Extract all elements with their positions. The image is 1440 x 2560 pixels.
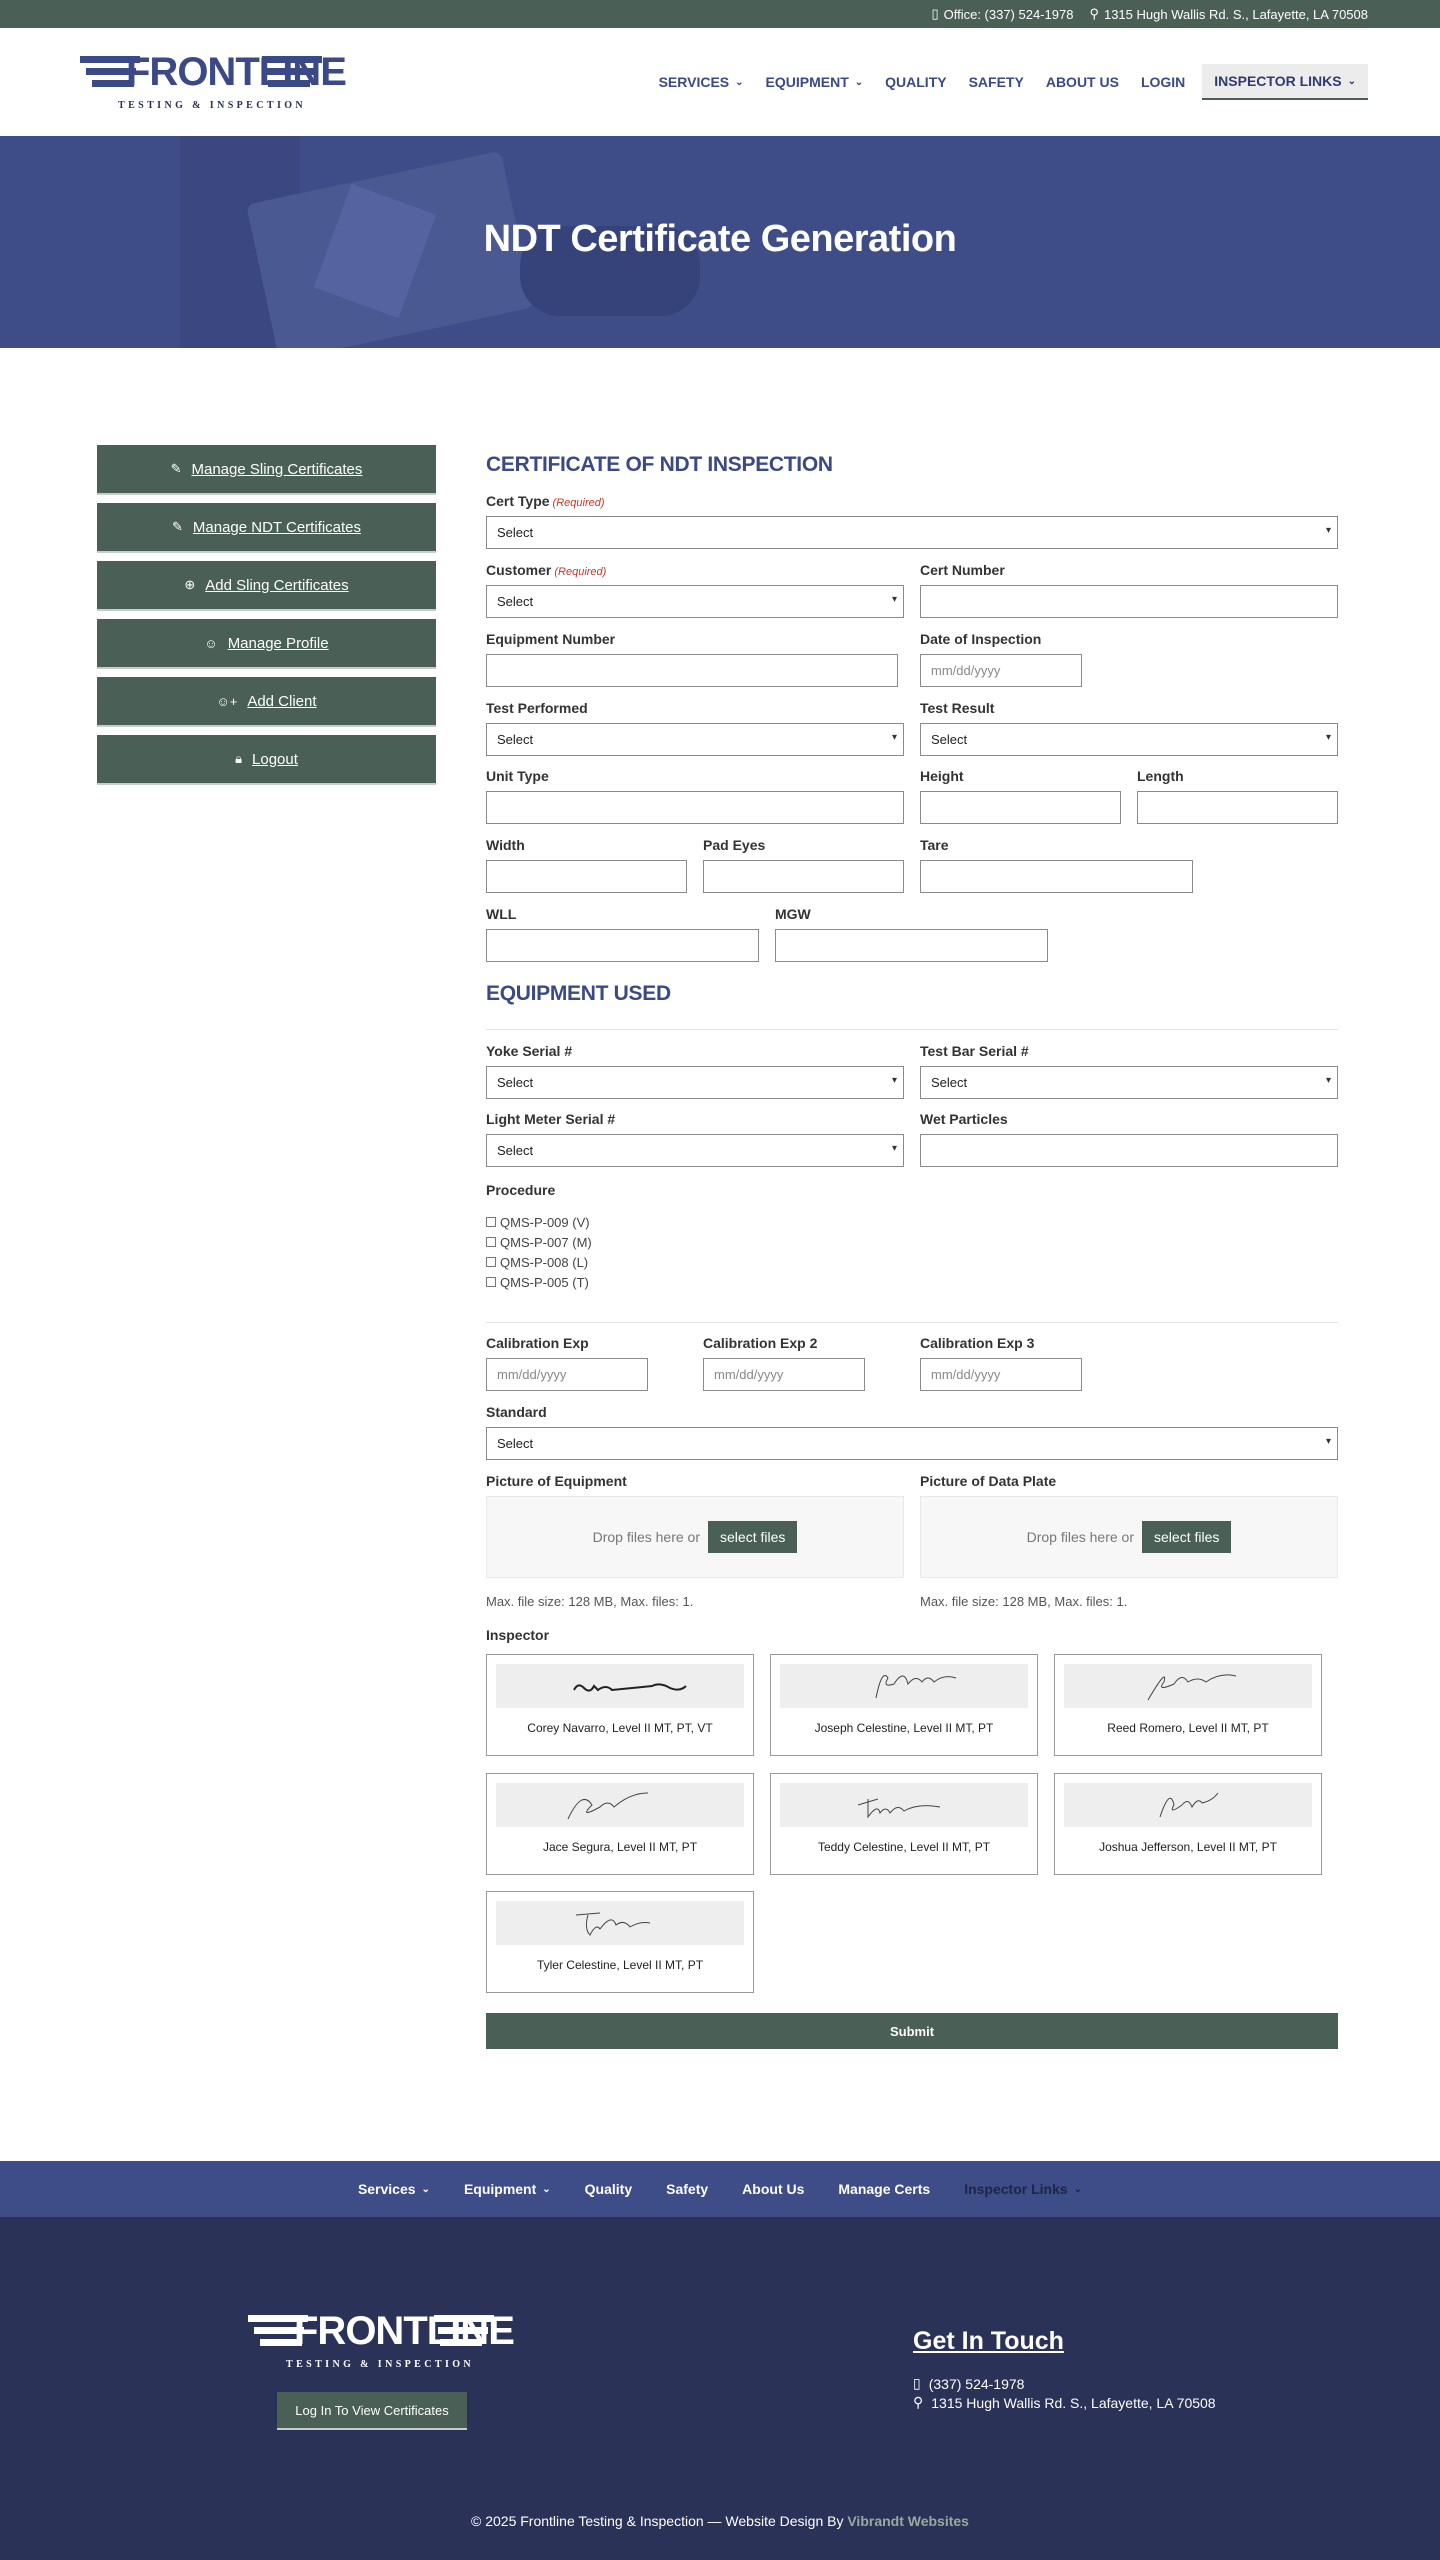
manage-sling-certificates-button[interactable]: ✎ Manage Sling Certificates <box>97 445 436 495</box>
inspector-sidebar <box>97 445 436 793</box>
footer-address: ⚲ 1315 Hugh Wallis Rd. S., Lafayette, LA 70508 <box>913 2394 1216 2411</box>
login-to-view-certificates-button[interactable]: Log In To View Certificates <box>277 2392 467 2430</box>
inspector-option[interactable]: Tyler Celestine, Level II MT, PT <box>486 1891 754 1993</box>
picture-of-equipment-field: Picture of Equipment Drop files here or select files Max. file size: 128 MB, Max. files: 1. <box>486 1473 904 1609</box>
picture-of-data-plate-field: Picture of Data Plate Drop files here or select files Max. file size: 128 MB, Max. files: 1. <box>920 1473 1338 1609</box>
inspector-option[interactable]: Corey Navarro, Level II MT, PT, VT <box>486 1654 754 1756</box>
page-title: NDT Certificate Generation <box>483 218 957 260</box>
wll-input[interactable] <box>486 929 759 962</box>
cert-number-field: Cert Number <box>920 562 1338 618</box>
chevron-down-icon: ⌄ <box>1347 75 1356 87</box>
footer-nav-services[interactable]: Services ⌄ <box>357 2181 430 2197</box>
data-plate-dropzone[interactable]: Drop files here or select files <box>920 1496 1338 1578</box>
add-client-button[interactable]: ☺+ Add Client <box>97 677 436 727</box>
edit-icon: ✎ <box>170 461 182 476</box>
nav-about[interactable]: ABOUT US <box>1045 74 1119 90</box>
equipment-number-field: Equipment Number <box>486 631 898 687</box>
standard-field: Standard Select ▾ <box>486 1404 1338 1460</box>
site-header <box>0 28 1440 136</box>
footer-nav-safety[interactable]: Safety <box>666 2181 709 2197</box>
equipment-number-input[interactable] <box>486 654 898 687</box>
location-pin-icon: ⚲ <box>913 2394 924 2410</box>
submit-button[interactable]: Submit <box>486 2013 1338 2049</box>
inspector-option[interactable]: Jace Segura, Level II MT, PT <box>486 1773 754 1875</box>
calibration-exp-2-field: Calibration Exp 2 mm/dd/yyyy <box>703 1335 865 1391</box>
cert-type-field: Cert Type (Required) Select ▾ <box>486 493 1338 549</box>
chevron-down-icon: ▾ <box>1325 1075 1331 1086</box>
divider <box>486 1029 1338 1030</box>
procedure-checkbox[interactable]: QMS-P-009 (V) <box>486 1212 786 1232</box>
nav-equipment[interactable]: EQUIPMENT ⌄ <box>765 74 864 90</box>
customer-select[interactable]: Select ▾ <box>486 585 904 618</box>
signature-image <box>1064 1664 1312 1708</box>
phone-icon: ▯ <box>931 6 939 21</box>
length-field: Length <box>1137 768 1338 824</box>
frontline-logo[interactable] <box>80 50 346 116</box>
equipment-used-title: EQUIPMENT USED <box>486 982 671 1005</box>
tare-field: Tare <box>920 837 1193 893</box>
chevron-down-icon: ▾ <box>1325 1436 1331 1447</box>
pad-eyes-input[interactable] <box>703 860 904 893</box>
footer-nav-equipment[interactable]: Equipment ⌄ <box>463 2181 551 2197</box>
inspector-label: Inspector <box>486 1627 550 1643</box>
calibration-exp-3-field: Calibration Exp 3 mm/dd/yyyy <box>920 1335 1082 1391</box>
footer-nav-inspector-links[interactable]: Inspector Links ⌄ <box>964 2181 1083 2197</box>
signature-image <box>496 1901 744 1945</box>
office-address: ⚲ 1315 Hugh Wallis Rd. S., Lafayette, LA 70508 <box>1089 6 1368 22</box>
unit-type-input[interactable] <box>486 791 904 824</box>
nav-safety[interactable]: SAFETY <box>968 74 1024 90</box>
calibration-exp-input[interactable]: mm/dd/yyyy <box>486 1358 648 1391</box>
signature-image <box>780 1783 1028 1827</box>
test-bar-serial-select[interactable]: Select ▾ <box>920 1066 1338 1099</box>
test-bar-serial-field: Test Bar Serial # Select ▾ <box>920 1043 1338 1099</box>
copyright: © 2025 Frontline Testing & Inspection — Website Design By Vibrandt Websites <box>471 2513 969 2529</box>
mgw-field: MGW <box>775 906 1048 962</box>
nav-quality[interactable]: QUALITY <box>885 74 947 90</box>
procedure-checkbox[interactable]: QMS-P-005 (T) <box>486 1272 786 1292</box>
equipment-dropzone[interactable]: Drop files here or select files <box>486 1496 904 1578</box>
location-pin-icon: ⚲ <box>1089 6 1099 21</box>
chevron-down-icon: ▾ <box>891 1143 897 1154</box>
top-bar <box>0 0 1440 28</box>
chevron-down-icon: ⌄ <box>854 76 864 88</box>
yoke-serial-select[interactable]: Select ▾ <box>486 1066 904 1099</box>
logo-tagline: TESTING & INSPECTION <box>118 100 307 111</box>
chevron-down-icon: ▾ <box>891 732 897 743</box>
signature-image <box>496 1664 744 1708</box>
mgw-input[interactable] <box>775 929 1048 962</box>
nav-services[interactable]: SERVICES ⌄ <box>658 74 744 90</box>
cert-number-input[interactable] <box>920 585 1338 618</box>
standard-select[interactable]: Select ▾ <box>486 1427 1338 1460</box>
footer-nav <box>0 2161 1440 2217</box>
test-result-select[interactable]: Select ▾ <box>920 723 1338 756</box>
cert-type-select[interactable]: Select ▾ <box>486 516 1338 549</box>
user-edit-icon: ☺ <box>204 635 218 651</box>
hero-banner <box>0 136 1440 348</box>
chevron-down-icon: ⌄ <box>1073 2183 1083 2195</box>
nav-inspector-links[interactable]: INSPECTOR LINKS ⌄ <box>1202 64 1368 100</box>
length-input[interactable] <box>1137 791 1338 824</box>
width-input[interactable] <box>486 860 687 893</box>
signature-image <box>496 1783 744 1827</box>
light-meter-serial-select[interactable]: Select ▾ <box>486 1134 904 1167</box>
yoke-serial-field: Yoke Serial # Select ▾ <box>486 1043 904 1099</box>
calibration-exp-2-input[interactable]: mm/dd/yyyy <box>703 1358 865 1391</box>
footer-logo[interactable] <box>248 2309 514 2375</box>
test-result-field: Test Result Select ▾ <box>920 700 1338 756</box>
plus-circle-icon: ⊕ <box>184 577 196 592</box>
chevron-down-icon: ▾ <box>1325 525 1331 536</box>
lock-icon: 🔒︎ <box>235 751 243 766</box>
chevron-down-icon: ⌄ <box>421 2183 430 2195</box>
select-files-button[interactable]: select files <box>708 1521 797 1553</box>
test-performed-field: Test Performed Select ▾ <box>486 700 904 756</box>
get-in-touch-heading: Get In Touch <box>913 2327 1064 2355</box>
footer-nav-quality[interactable]: Quality <box>584 2181 633 2197</box>
procedure-checkbox[interactable]: QMS-P-008 (L) <box>486 1252 786 1272</box>
site-footer <box>0 2217 1440 2560</box>
date-of-inspection-input[interactable]: mm/dd/yyyy <box>920 654 1082 687</box>
procedure-field: Procedure QMS-P-009 (V) QMS-P-007 (M) QMS-P-008 (L) QMS-P-005 (T) <box>486 1182 786 1292</box>
signature-image <box>780 1664 1028 1708</box>
width-field: Width <box>486 837 687 893</box>
calibration-exp-field: Calibration Exp mm/dd/yyyy <box>486 1335 648 1391</box>
test-performed-select[interactable]: Select ▾ <box>486 723 904 756</box>
wet-particles-input[interactable] <box>920 1134 1338 1167</box>
inspector-option[interactable]: Teddy Celestine, Level II MT, PT <box>770 1773 1038 1875</box>
customer-field: Customer (Required) Select ▾ <box>486 562 904 618</box>
procedure-checkbox[interactable]: QMS-P-007 (M) <box>486 1232 786 1252</box>
wll-field: WLL <box>486 906 759 962</box>
height-input[interactable] <box>920 791 1121 824</box>
manage-profile-button[interactable]: ☺ Manage Profile <box>97 619 436 669</box>
chevron-down-icon: ▾ <box>1325 732 1331 743</box>
inspector-option[interactable]: Joshua Jefferson, Level II MT, PT <box>1054 1773 1322 1875</box>
manage-ndt-certificates-button[interactable]: ✎ Manage NDT Certificates <box>97 503 436 553</box>
height-field: Height <box>920 768 1121 824</box>
chevron-down-icon: ⌄ <box>542 2183 551 2195</box>
date-of-inspection-field: Date of Inspection mm/dd/yyyy <box>920 631 1082 687</box>
logo-tagline: TESTING & INSPECTION <box>286 2359 475 2370</box>
footer-nav-about[interactable]: About Us <box>742 2181 805 2197</box>
form-title: CERTIFICATE OF NDT INSPECTION <box>486 453 833 476</box>
wet-particles-field: Wet Particles <box>920 1111 1338 1167</box>
footer-nav-manage-certs[interactable]: Manage Certs <box>838 2181 931 2197</box>
logo-wordmark: FRONTLINE <box>126 50 346 94</box>
unit-type-field: Unit Type <box>486 768 904 824</box>
office-phone[interactable]: ▯ Office: (337) 524-1978 <box>931 6 1074 22</box>
phone-icon: ▯ <box>913 2375 921 2391</box>
chevron-down-icon: ▾ <box>891 1075 897 1086</box>
calibration-exp-3-input[interactable]: mm/dd/yyyy <box>920 1358 1082 1391</box>
tare-input[interactable] <box>920 860 1193 893</box>
pad-eyes-field: Pad Eyes <box>703 837 904 893</box>
signature-image <box>1064 1783 1312 1827</box>
chevron-down-icon: ⌄ <box>735 76 744 88</box>
add-sling-certificates-button[interactable]: ⊕ Add Sling Certificates <box>97 561 436 611</box>
inspector-option[interactable]: Joseph Celestine, Level II MT, PT <box>770 1654 1038 1756</box>
inspector-option[interactable]: Reed Romero, Level II MT, PT <box>1054 1654 1322 1756</box>
designer-link[interactable]: Vibrandt Websites <box>847 2513 969 2529</box>
select-files-button[interactable]: select files <box>1142 1521 1231 1553</box>
light-meter-serial-field: Light Meter Serial # Select ▾ <box>486 1111 904 1167</box>
logout-button[interactable]: 🔒︎ Logout <box>97 735 436 785</box>
nav-login[interactable]: LOGIN <box>1140 74 1186 90</box>
chevron-down-icon: ▾ <box>891 594 897 605</box>
divider <box>486 1322 1338 1323</box>
main-nav <box>648 64 1368 100</box>
footer-phone[interactable]: ▯ (337) 524-1978 <box>913 2375 1025 2392</box>
user-plus-icon: ☺+ <box>216 693 238 709</box>
edit-icon: ✎ <box>171 519 183 534</box>
logo-wordmark: FRONTLINE <box>294 2309 514 2353</box>
